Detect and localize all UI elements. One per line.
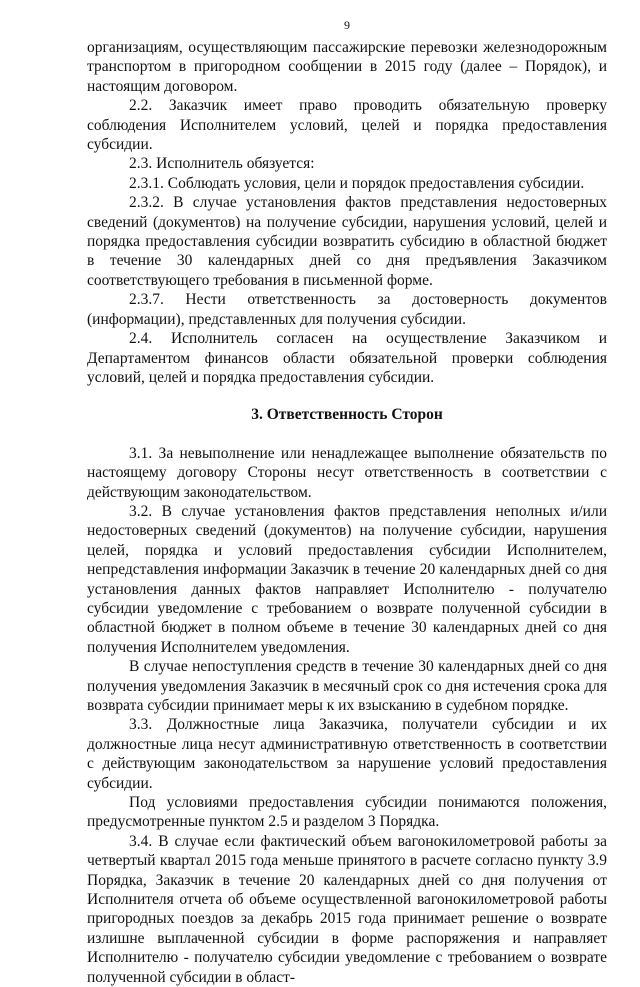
paragraph: В случае непоступления средств в течение 30 календарных дней со дня получения уведомления Заказчик в месячный срок со дня истечения срока для возврата субсидии принимает меры к их взысканию в судебном порядке.	[87, 658, 607, 714]
paragraph: 3.3. Должностные лица Заказчика, получатели субсидии и их должностные лица несут административную ответственность в соответствии с действующим законодательством за нарушение условий предоставления субсидии.	[87, 716, 607, 792]
paragraphs-before	[87, 38, 607, 387]
paragraphs-after	[87, 444, 607, 987]
paragraph: 3.2. В случае установления фактов представления неполных и/или недостоверных сведений (документов) на получение субсидии, нарушения целей, порядка и условий предоставления субсидии Исполнителем, непредставления информации Заказчик в течение 20 календарных дней со дня установления данных фактов направляет Исполнителю - получателю субсидии уведомление с требованием о возврате полученной субсидии в областной бюджет в полном объеме в течение 30 календарных дней со дня получения Исполнителем уведомления.	[87, 502, 607, 656]
page-number: 9	[344, 18, 350, 32]
document-page	[87, 18, 607, 987]
paragraph: 2.2. Заказчик имеет право проводить обязательную проверку соблюдения Исполнителем условий, целей и порядка предоставления субсидии.	[87, 97, 607, 154]
paragraph: 2.3. Исполнитель обязуется:	[129, 155, 315, 173]
paragraph: 2.3.7. Нести ответственность за достоверность документов (информации), представленных для получения субсидии.	[87, 291, 607, 328]
paragraph: организациям, осуществляющим пассажирские перевозки железнодорожным транспортом в пригородном сообщении в 2015 году (далее – Порядок), и настоящим договором.	[87, 39, 607, 95]
paragraph: 2.3.1. Соблюдать условия, цели и порядок предоставления субсидии.	[129, 174, 585, 192]
paragraph: Под условиями предоставления субсидии понимаются положения, предусмотренные пунктом 2.5 и разделом 3 Порядка.	[87, 794, 607, 831]
paragraph: 3.4. В случае если фактический объем вагонокилометровой работы за четвертый квартал 2015 года меньше принятого в расчете согласно пункту 3.9 Порядка, Заказчик в течение 20 календарных дней со дня получения от Исполнителя отчета об объеме осуществленной вагонокилометровой работы пригородных поездов за декабрь 2015 года принимает решение о возврате излишне выплаченной субсидии в форме распоряжения и направляет Исполнителю - получателю субсидии уведомление с требованием о возврате полученной субсидии в област-	[87, 832, 607, 986]
paragraph: 3.1. За невыполнение или ненадлежащее выполнение обязательств по настоящему договору Стороны несут ответственность в соответствии с действующим законодательством.	[87, 444, 607, 501]
section-heading: 3. Ответственность Сторон	[251, 406, 443, 424]
paragraph: 2.3.2. В случае установления фактов представления недостоверных сведений (документов) на получение субсидии, нарушения условий, целей и порядка предоставления субсидии возвратить субсидию в областной бюджет в течение 30 календарных дней со дня предъявления Заказчиком соответствующего требования в письменной форме.	[87, 194, 607, 289]
paragraph: 2.4. Исполнитель согласен на осуществление Заказчиком и Департаментом финансов области обязательной проверки соблюдения условий, целей и порядка предоставления субсидии.	[87, 330, 607, 386]
